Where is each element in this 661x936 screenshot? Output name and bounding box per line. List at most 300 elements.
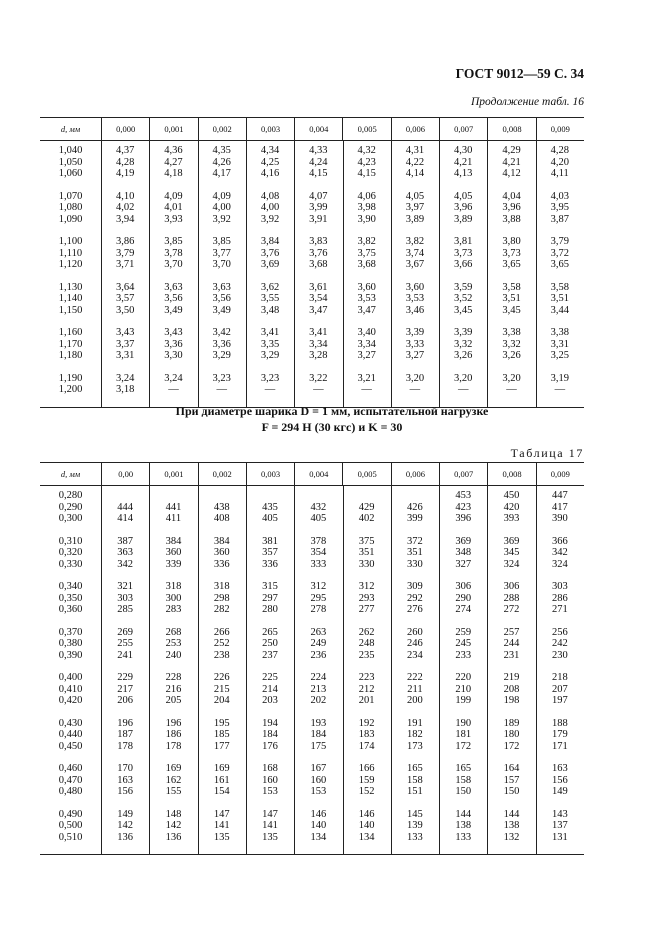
diameter-cell: 0,490 [58, 808, 83, 820]
column-header-diameter: d, мм [60, 469, 81, 479]
value-cell: 165 [407, 763, 423, 774]
diameter-cell: 0,280 [58, 490, 83, 501]
table-row [40, 547, 584, 559]
value-cell: 4,22 [405, 156, 425, 168]
value-cell: 4,12 [502, 168, 521, 179]
table-row [40, 384, 584, 396]
value-cell: 3,22 [309, 372, 328, 384]
value-cell: 269 [117, 626, 134, 638]
value-cell: 312 [310, 581, 327, 592]
table-row [40, 695, 584, 707]
diameter-cell: 0,360 [58, 604, 83, 615]
page-header: ГОСТ 9012—59 С. 34 [455, 66, 584, 81]
table-row [40, 259, 584, 271]
value-cell: 4,25 [260, 156, 280, 168]
value-cell: 136 [165, 831, 182, 843]
value-cell: 4,21 [502, 156, 521, 168]
value-cell: 4,28 [115, 156, 135, 168]
value-cell: 3,73 [502, 247, 521, 259]
value-cell: 3,82 [405, 236, 425, 247]
table-body [40, 141, 584, 407]
value-cell: 3,29 [212, 350, 231, 361]
value-cell: 3,53 [357, 293, 376, 304]
value-cell: 4,10 [115, 190, 135, 202]
table-17 [40, 462, 584, 855]
value-cell: 134 [358, 831, 375, 843]
diameter-cell: 0,410 [58, 683, 83, 695]
value-cell: 184 [310, 729, 327, 740]
column-divider [101, 486, 102, 854]
value-cell: 165 [455, 763, 472, 774]
row-group [40, 536, 584, 582]
value-cell: 176 [262, 740, 278, 752]
column-header: 0,009 [536, 463, 584, 485]
value-cell: 220 [455, 672, 472, 683]
value-cell: 181 [455, 729, 472, 740]
value-cell: 226 [213, 672, 230, 683]
row-group [40, 327, 584, 373]
table-row [40, 559, 584, 571]
table-header-row [40, 118, 584, 141]
diameter-cell: 0,470 [58, 774, 83, 786]
column-divider [391, 141, 392, 407]
value-cell: 166 [358, 763, 375, 774]
value-cell: 152 [358, 786, 375, 797]
value-cell: 450 [503, 490, 520, 501]
diameter-cell: 1,150 [58, 304, 83, 316]
value-cell: 360 [165, 547, 182, 558]
diameter-cell: 0,500 [58, 820, 83, 831]
value-cell: 330 [407, 558, 423, 570]
value-cell: 222 [407, 672, 423, 683]
value-cell: 174 [358, 740, 375, 752]
value-cell: 3,72 [550, 247, 569, 259]
value-cell: 144 [455, 808, 472, 820]
column-header: 0,007 [439, 118, 487, 140]
value-cell: 280 [262, 604, 278, 615]
column-header: 0,002 [198, 463, 246, 485]
value-cell: 4,33 [309, 145, 328, 156]
value-cell: 393 [503, 513, 520, 524]
column-header: 0,005 [342, 463, 390, 485]
value-cell: 3,31 [115, 350, 135, 361]
table-row [40, 202, 584, 214]
value-cell: 231 [503, 649, 520, 661]
value-cell: 158 [455, 774, 472, 786]
column-divider [391, 486, 392, 854]
value-cell: 3,95 [550, 202, 569, 213]
value-cell: 423 [455, 501, 472, 513]
value-cell: 3,70 [212, 259, 231, 270]
value-cell: 180 [503, 729, 520, 740]
value-cell: 3,20 [454, 372, 473, 384]
value-cell: 133 [407, 831, 423, 843]
table-row [40, 157, 584, 169]
table-row [40, 638, 584, 650]
value-cell: 211 [407, 683, 423, 695]
value-cell: 3,96 [502, 202, 521, 213]
value-cell: 453 [455, 490, 472, 501]
table-row [40, 305, 584, 317]
row-group [40, 581, 584, 627]
column-divider [294, 486, 295, 854]
value-cell: 3,60 [405, 281, 425, 293]
value-cell: 384 [213, 535, 230, 547]
value-cell: 204 [213, 695, 230, 706]
value-cell: 3,79 [115, 247, 135, 259]
value-cell: 4,19 [115, 168, 135, 179]
value-cell: 3,30 [164, 350, 183, 361]
diameter-cell: 1,040 [58, 145, 83, 156]
column-header: 0,006 [391, 118, 439, 140]
diameter-cell: 0,440 [58, 729, 83, 740]
value-cell [246, 490, 294, 502]
table-row [40, 373, 584, 385]
table-row [40, 191, 584, 203]
value-cell: 271 [551, 604, 568, 615]
value-cell: 3,43 [115, 327, 135, 338]
value-cell: 444 [117, 501, 134, 513]
value-cell: 408 [213, 513, 230, 524]
value-cell: 372 [407, 535, 423, 547]
value-cell: 342 [551, 547, 568, 558]
value-cell: 4,21 [454, 156, 473, 168]
value-cell: 3,41 [309, 327, 328, 338]
value-cell: 315 [262, 581, 278, 592]
value-cell: 146 [310, 808, 327, 820]
value-cell: 318 [165, 581, 182, 592]
value-cell [391, 490, 439, 502]
column-header: 0,000 [101, 118, 149, 140]
value-cell: 405 [262, 513, 278, 524]
value-cell: 210 [455, 683, 472, 695]
column-divider [101, 141, 102, 407]
column-divider [536, 486, 537, 854]
value-cell: 182 [407, 729, 423, 740]
value-cell: 3,54 [309, 293, 328, 304]
diameter-cell: 0,370 [58, 626, 83, 638]
value-cell: 3,32 [502, 338, 521, 350]
value-cell: 191 [407, 717, 423, 729]
value-cell: 3,44 [550, 304, 569, 316]
value-cell: 293 [358, 592, 375, 604]
value-cell: 238 [213, 649, 230, 661]
diameter-cell: 0,300 [58, 513, 83, 524]
value-cell: 286 [551, 592, 568, 604]
value-cell: 192 [358, 717, 375, 729]
value-cell: 219 [503, 672, 520, 683]
value-cell: 202 [310, 695, 327, 706]
column-header: 0,004 [294, 118, 342, 140]
table-row [40, 502, 584, 514]
value-cell: 4,09 [212, 190, 231, 202]
value-cell: 384 [165, 535, 182, 547]
row-group [40, 718, 584, 764]
value-cell: 3,71 [115, 259, 135, 270]
value-cell: 3,94 [115, 213, 135, 225]
value-cell: 303 [551, 581, 568, 592]
value-cell: 230 [551, 649, 568, 661]
value-cell: 138 [455, 820, 472, 831]
value-cell: 3,26 [454, 350, 473, 361]
value-cell: 3,74 [405, 247, 425, 259]
diameter-cell: 1,100 [58, 236, 83, 247]
value-cell: 312 [358, 581, 375, 592]
diameter-cell: 0,480 [58, 786, 83, 797]
value-cell: 206 [117, 695, 134, 706]
value-cell: 3,25 [550, 350, 569, 361]
value-cell: 229 [117, 672, 134, 683]
value-cell: 237 [262, 649, 278, 661]
value-cell: 399 [407, 513, 423, 524]
table-row [40, 248, 584, 260]
value-cell: 248 [358, 638, 375, 649]
value-cell: 369 [503, 535, 520, 547]
column-header: 0,008 [487, 463, 535, 485]
value-cell: — [554, 384, 566, 395]
value-cell: 187 [117, 729, 134, 740]
value-cell: 345 [503, 547, 520, 558]
diameter-cell: 0,350 [58, 592, 83, 604]
value-cell: 132 [503, 831, 520, 843]
value-cell: 351 [407, 547, 423, 558]
value-cell: 3,82 [357, 236, 376, 247]
value-cell: 3,21 [357, 372, 376, 384]
column-header: 0,008 [487, 118, 535, 140]
value-cell: 200 [407, 695, 423, 706]
value-cell: 242 [551, 638, 568, 649]
value-cell: 135 [213, 831, 230, 843]
value-cell: 3,91 [309, 213, 328, 225]
value-cell: 225 [262, 672, 278, 683]
value-cell: 3,77 [212, 247, 231, 259]
value-cell: 214 [262, 683, 278, 695]
value-cell: 3,20 [405, 372, 425, 384]
value-cell: — [457, 384, 469, 395]
value-cell: — [361, 384, 372, 395]
value-cell: 140 [310, 820, 327, 831]
value-cell: 4,17 [212, 168, 231, 179]
value-cell [149, 490, 197, 502]
diameter-cell: 1,170 [58, 338, 83, 350]
table-row [40, 729, 584, 741]
value-cell: 360 [213, 547, 230, 558]
value-cell: 4,16 [260, 168, 280, 179]
column-header: 0,001 [149, 118, 197, 140]
column-divider [487, 486, 488, 854]
value-cell: 3,59 [454, 281, 473, 293]
value-cell: 143 [551, 808, 568, 820]
table-row [40, 650, 584, 662]
value-cell: 172 [455, 740, 472, 752]
diameter-cell: 1,180 [58, 350, 83, 361]
value-cell: 348 [455, 547, 472, 558]
value-cell: 141 [262, 820, 278, 831]
value-cell: 3,58 [550, 281, 569, 293]
value-cell: 3,73 [454, 247, 473, 259]
table-row [40, 350, 584, 362]
column-divider [439, 486, 440, 854]
value-cell: 417 [551, 501, 568, 513]
value-cell: 3,32 [454, 338, 473, 350]
value-cell: 150 [455, 786, 472, 797]
value-cell: 144 [503, 808, 520, 820]
value-cell: 3,51 [550, 293, 569, 304]
value-cell: 185 [213, 729, 230, 740]
value-cell: 4,02 [115, 202, 135, 213]
value-cell: 3,38 [502, 327, 521, 338]
diameter-cell: 0,290 [58, 501, 83, 513]
value-cell: 4,15 [357, 168, 376, 179]
value-cell: 3,38 [550, 327, 569, 338]
value-cell: 157 [503, 774, 520, 786]
value-cell: 387 [117, 535, 134, 547]
value-cell: 3,53 [405, 293, 425, 304]
table-row [40, 490, 584, 502]
value-cell: 4,06 [357, 190, 376, 202]
value-cell: 260 [407, 626, 423, 638]
value-cell: 198 [503, 695, 520, 706]
diameter-cell: 1,120 [58, 259, 83, 270]
value-cell: 3,86 [115, 236, 135, 247]
value-cell: 189 [503, 717, 520, 729]
value-cell: 217 [117, 683, 134, 695]
table-row [40, 593, 584, 605]
value-cell: 3,55 [260, 293, 280, 304]
value-cell: 357 [262, 547, 278, 558]
table-row [40, 236, 584, 248]
value-cell: 396 [455, 513, 472, 524]
value-cell: 3,52 [454, 293, 473, 304]
row-group [40, 490, 584, 536]
table-row [40, 604, 584, 616]
value-cell: 147 [262, 808, 278, 820]
value-cell: 420 [503, 501, 520, 513]
value-cell: 4,08 [260, 190, 280, 202]
value-cell: 4,32 [357, 145, 376, 156]
row-group [40, 763, 584, 809]
value-cell: 201 [358, 695, 375, 706]
value-cell: 300 [165, 592, 182, 604]
value-cell: 3,69 [260, 259, 280, 270]
value-cell: 223 [358, 672, 375, 683]
value-cell: 303 [117, 592, 134, 604]
diameter-cell: 0,430 [58, 717, 83, 729]
value-cell: 141 [213, 820, 230, 831]
value-cell: 240 [165, 649, 182, 661]
value-cell: 333 [310, 558, 327, 570]
row-group [40, 672, 584, 718]
value-cell: 3,61 [309, 281, 328, 293]
value-cell: 160 [310, 774, 327, 786]
column-header: 0,004 [294, 463, 342, 485]
value-cell: 199 [455, 695, 472, 706]
diameter-cell: 1,130 [58, 281, 83, 293]
column-divider [536, 141, 537, 407]
value-cell: 351 [358, 547, 375, 558]
value-cell: 3,29 [260, 350, 280, 361]
value-cell: 4,09 [164, 190, 183, 202]
table-row [40, 775, 584, 787]
value-cell: 4,04 [502, 190, 521, 202]
value-cell: 3,68 [357, 259, 376, 270]
value-cell: 274 [455, 604, 472, 615]
value-cell: 145 [407, 808, 423, 820]
value-cell: 163 [551, 763, 568, 774]
value-cell: 268 [165, 626, 182, 638]
table-row [40, 327, 584, 339]
value-cell: 4,05 [405, 190, 425, 202]
value-cell: 4,05 [454, 190, 473, 202]
value-cell: 168 [262, 763, 278, 774]
value-cell: 169 [213, 763, 230, 774]
value-cell: 3,18 [115, 384, 135, 395]
value-cell: 149 [117, 808, 134, 820]
value-cell: 148 [165, 808, 182, 820]
value-cell: 4,15 [309, 168, 328, 179]
value-cell: 4,23 [357, 156, 376, 168]
value-cell: 163 [117, 774, 134, 786]
value-cell: 438 [213, 501, 230, 513]
value-cell: 321 [117, 581, 134, 592]
column-divider [294, 141, 295, 407]
value-cell: 265 [262, 626, 278, 638]
value-cell: 297 [262, 592, 278, 604]
value-cell: 3,49 [164, 304, 183, 316]
value-cell: 3,89 [405, 213, 425, 225]
value-cell: 4,30 [454, 145, 473, 156]
value-cell: 150 [503, 786, 520, 797]
value-cell: 139 [407, 820, 423, 831]
value-cell: 3,76 [309, 247, 328, 259]
value-cell: 133 [455, 831, 472, 843]
value-cell: 224 [310, 672, 327, 683]
value-cell: 178 [117, 740, 134, 752]
column-header: 0,00 [101, 463, 149, 485]
value-cell: 3,47 [357, 304, 376, 316]
value-cell: 4,28 [550, 145, 569, 156]
column-header-diameter: d, мм [60, 124, 81, 134]
value-cell: 390 [551, 513, 568, 524]
value-cell: 3,48 [260, 304, 280, 316]
value-cell: 3,93 [164, 213, 183, 225]
value-cell: 205 [165, 695, 182, 706]
value-cell [101, 490, 149, 502]
value-cell: 3,65 [550, 259, 569, 270]
column-header: 0,003 [246, 118, 294, 140]
value-cell: — [264, 384, 276, 395]
value-cell: 3,89 [454, 213, 473, 225]
value-cell: 138 [503, 820, 520, 831]
table-row [40, 282, 584, 294]
value-cell: 4,00 [260, 202, 280, 213]
table-17-label: Таблица 17 [510, 446, 584, 460]
column-divider [149, 141, 150, 407]
row-group [40, 627, 584, 673]
column-divider [439, 141, 440, 407]
value-cell: 3,63 [212, 281, 231, 293]
value-cell: 164 [503, 763, 520, 774]
value-cell: 3,39 [405, 327, 425, 338]
value-cell: 3,87 [550, 213, 569, 225]
value-cell: 3,92 [260, 213, 280, 225]
column-divider [487, 141, 488, 407]
column-divider [198, 486, 199, 854]
value-cell: 363 [117, 547, 134, 558]
value-cell: 3,34 [357, 338, 376, 350]
table-row [40, 145, 584, 157]
value-cell: 3,45 [502, 304, 521, 316]
